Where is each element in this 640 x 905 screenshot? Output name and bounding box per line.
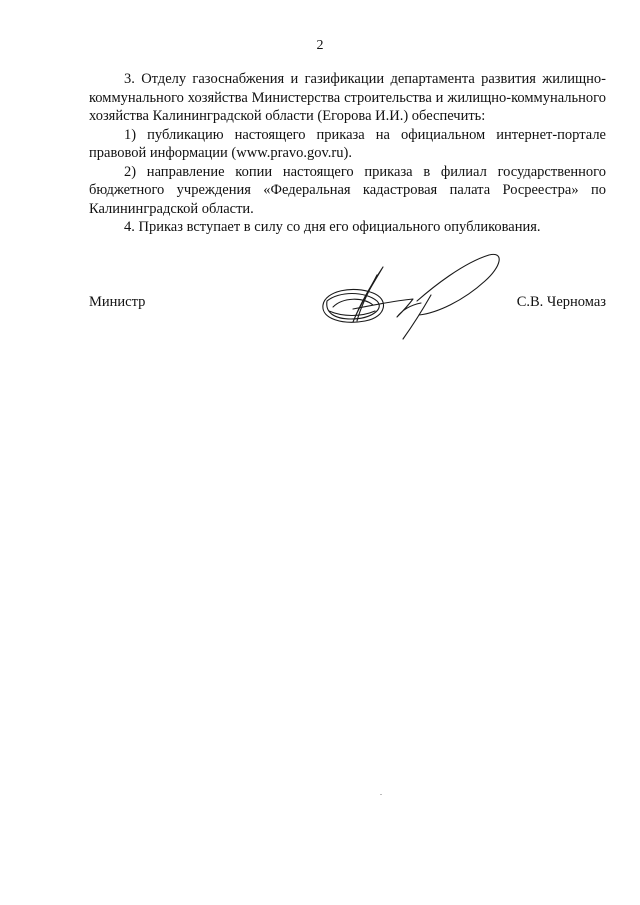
signatory-title: Министр (89, 294, 146, 310)
paragraph-item-4: 4. Приказ вступает в силу со дня его официального опубликования. (124, 219, 541, 235)
scan-speck (380, 794, 382, 795)
signatory-name: С.В. Черномаз (516, 294, 606, 310)
handwritten-signature (313, 247, 513, 347)
paragraph-subitem-1: 1) публикацию настоящего приказа на официальном интернет-портале правовой информации (www.pravo.gov.ru). (89, 126, 606, 161)
page-number: 2 (316, 38, 324, 53)
paragraph-subitem-2: 2) направление копии настоящего приказа в филиал государственного бюджетного учреждения «Федеральная кадастровая палата Росреестра» по Калининградской области. (89, 163, 606, 217)
document-body (89, 70, 606, 237)
paragraph-item-3: 3. Отделу газоснабжения и газификации департамента развития жилищно-коммунального хозяйства Министерства строительства и жилищно-коммунального хозяйства Калининградской области (Егорова И.И.) обеспечить: (89, 71, 606, 124)
